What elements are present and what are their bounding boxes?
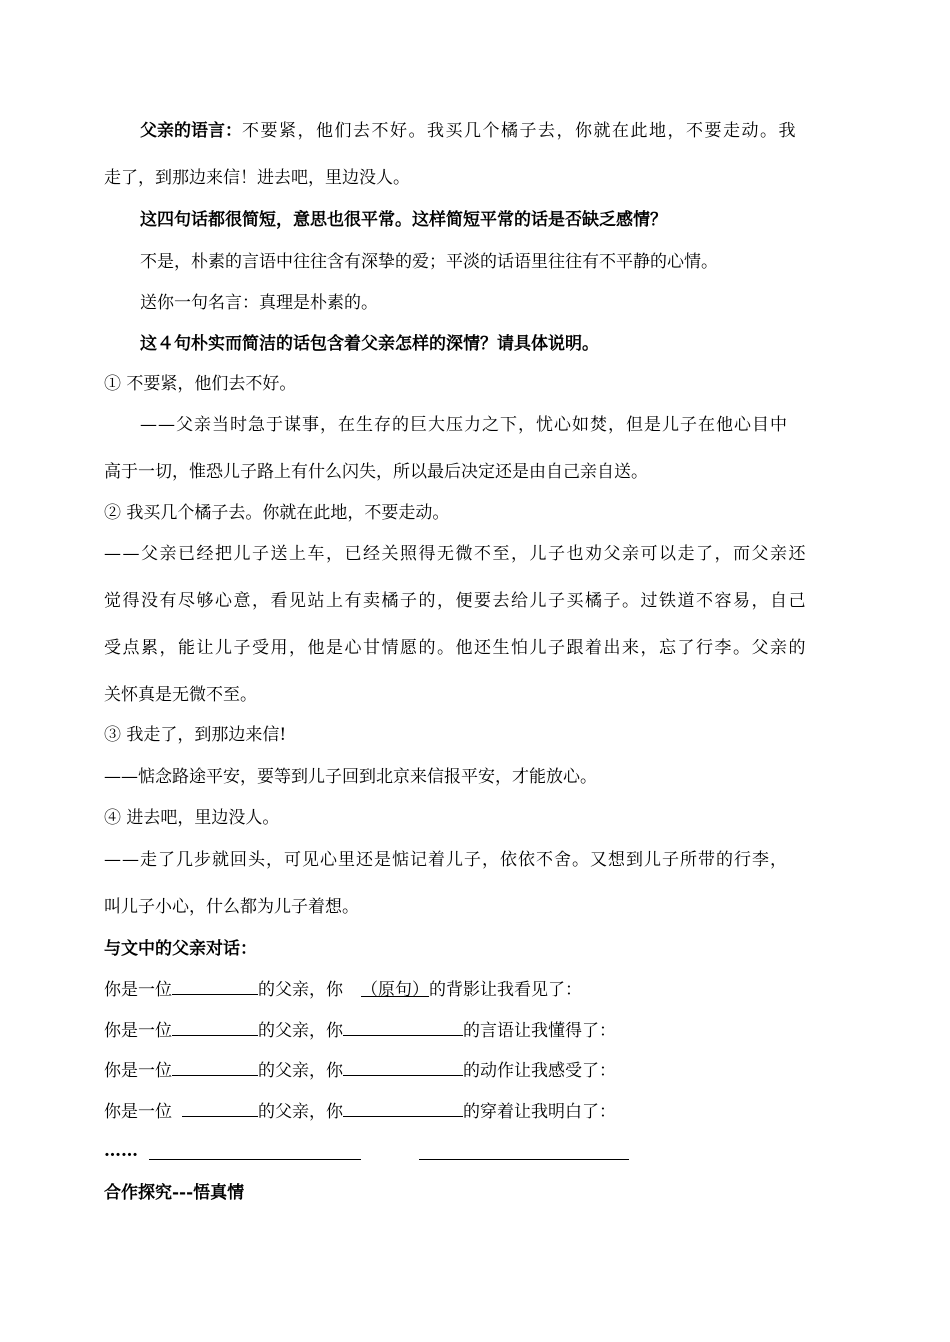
item-explanation: ——父亲当时急于谋事，在生存的巨大压力之下，忧心如焚，但是儿子在他心目中 (140, 415, 788, 435)
item-explanation: 叫儿子小心，什么都为儿子着想。 (104, 897, 359, 917)
item-explanation: ——父亲已经把儿子送上车，已经关照得无微不至，儿子也劝父亲可以走了，而父亲还 (104, 544, 807, 564)
section-heading: 合作探究---悟真情 (104, 1183, 245, 1203)
dialog-row-4 (104, 1098, 616, 1124)
item-title: ③ 我走了，到那边来信! (104, 725, 287, 745)
dialog-mid: 的父亲，你 (258, 980, 343, 1000)
item-title: ④ 进去吧，里边没人。 (104, 808, 280, 828)
item-title: ② 我买几个橘子去。你就在此地，不要走动。 (104, 503, 450, 523)
dialog-row-3 (104, 1057, 616, 1083)
fill-line[interactable] (419, 1159, 629, 1160)
fill-line[interactable] (149, 1159, 361, 1160)
famous-quote: 送你一句名言：真理是朴素的。 (140, 293, 378, 313)
fill-blank[interactable] (182, 1098, 258, 1117)
fill-blank[interactable] (172, 1057, 258, 1076)
item-explanation: 高于一切，惟恐儿子路上有什么闪失，所以最后决定还是由自己亲自送。 (104, 462, 648, 482)
father-words-line2: 走了，到那边来信！进去吧，里边没人。 (104, 168, 410, 188)
original-sentence-fill: （原句） (361, 980, 429, 1000)
item-explanation: 关怀真是无微不至。 (104, 685, 257, 705)
item-explanation: ——惦念路途平安，要等到儿子回到北京来信报平安，才能放心。 (104, 767, 597, 787)
dialog-mid: 的父亲，你 (258, 1102, 343, 1122)
dialog-row-2 (104, 1017, 616, 1043)
question-2: 这４句朴实而简洁的话包含着父亲怎样的深情？请具体说明。 (140, 334, 599, 354)
fill-blank[interactable] (343, 1017, 463, 1036)
fill-blank[interactable] (343, 1057, 463, 1076)
dialog-end: 的穿着让我明白了： (463, 1102, 616, 1122)
dialog-end: 的背影让我看见了： (429, 980, 582, 1000)
dialog-prefix: 你是一位 (104, 1061, 172, 1081)
dialog-prefix: 你是一位 (104, 1102, 172, 1122)
father-words-label: 父亲的语言： (140, 121, 242, 141)
answer-1: 不是，朴素的言语中往往含有深挚的爱；平淡的话语里往往有不平静的心情。 (140, 252, 718, 272)
dialog-row-1 (104, 976, 582, 1002)
fill-blank[interactable] (172, 976, 258, 995)
question-1: 这四句话都很简短，意思也很平常。这样简短平常的话是否缺乏感情？ (140, 210, 667, 230)
father-words-text: 不要紧，他们去不好。我买几个橘子去，你就在此地，不要走动。我 (242, 121, 797, 141)
dialog-heading: 与文中的父亲对话： (104, 939, 257, 959)
item-title: ① 不要紧，他们去不好。 (104, 374, 297, 394)
fill-blank[interactable] (343, 1098, 463, 1117)
dialog-end: 的动作让我感受了： (463, 1061, 616, 1081)
item-explanation: ——走了几步就回头，可见心里还是惦记着儿子，依依不舍。又想到儿子所带的行李， (104, 850, 788, 870)
dialog-mid: 的父亲，你 (258, 1021, 343, 1041)
item-explanation: 受点累，能让儿子受用，他是心甘情愿的。他还生怕儿子跟着出来，忘了行李。父亲的 (104, 638, 807, 658)
dialog-prefix: 你是一位 (104, 980, 172, 1000)
dialog-end: 的言语让我懂得了： (463, 1021, 616, 1041)
fill-blank[interactable] (172, 1017, 258, 1036)
dialog-ellipsis: …… (104, 1141, 138, 1161)
father-words-paragraph (140, 119, 797, 143)
dialog-mid: 的父亲，你 (258, 1061, 343, 1081)
dialog-prefix: 你是一位 (104, 1021, 172, 1041)
item-explanation: 觉得没有尽够心意，看见站上有卖橘子的，便要去给儿子买橘子。过铁道不容易，自己 (104, 591, 807, 611)
